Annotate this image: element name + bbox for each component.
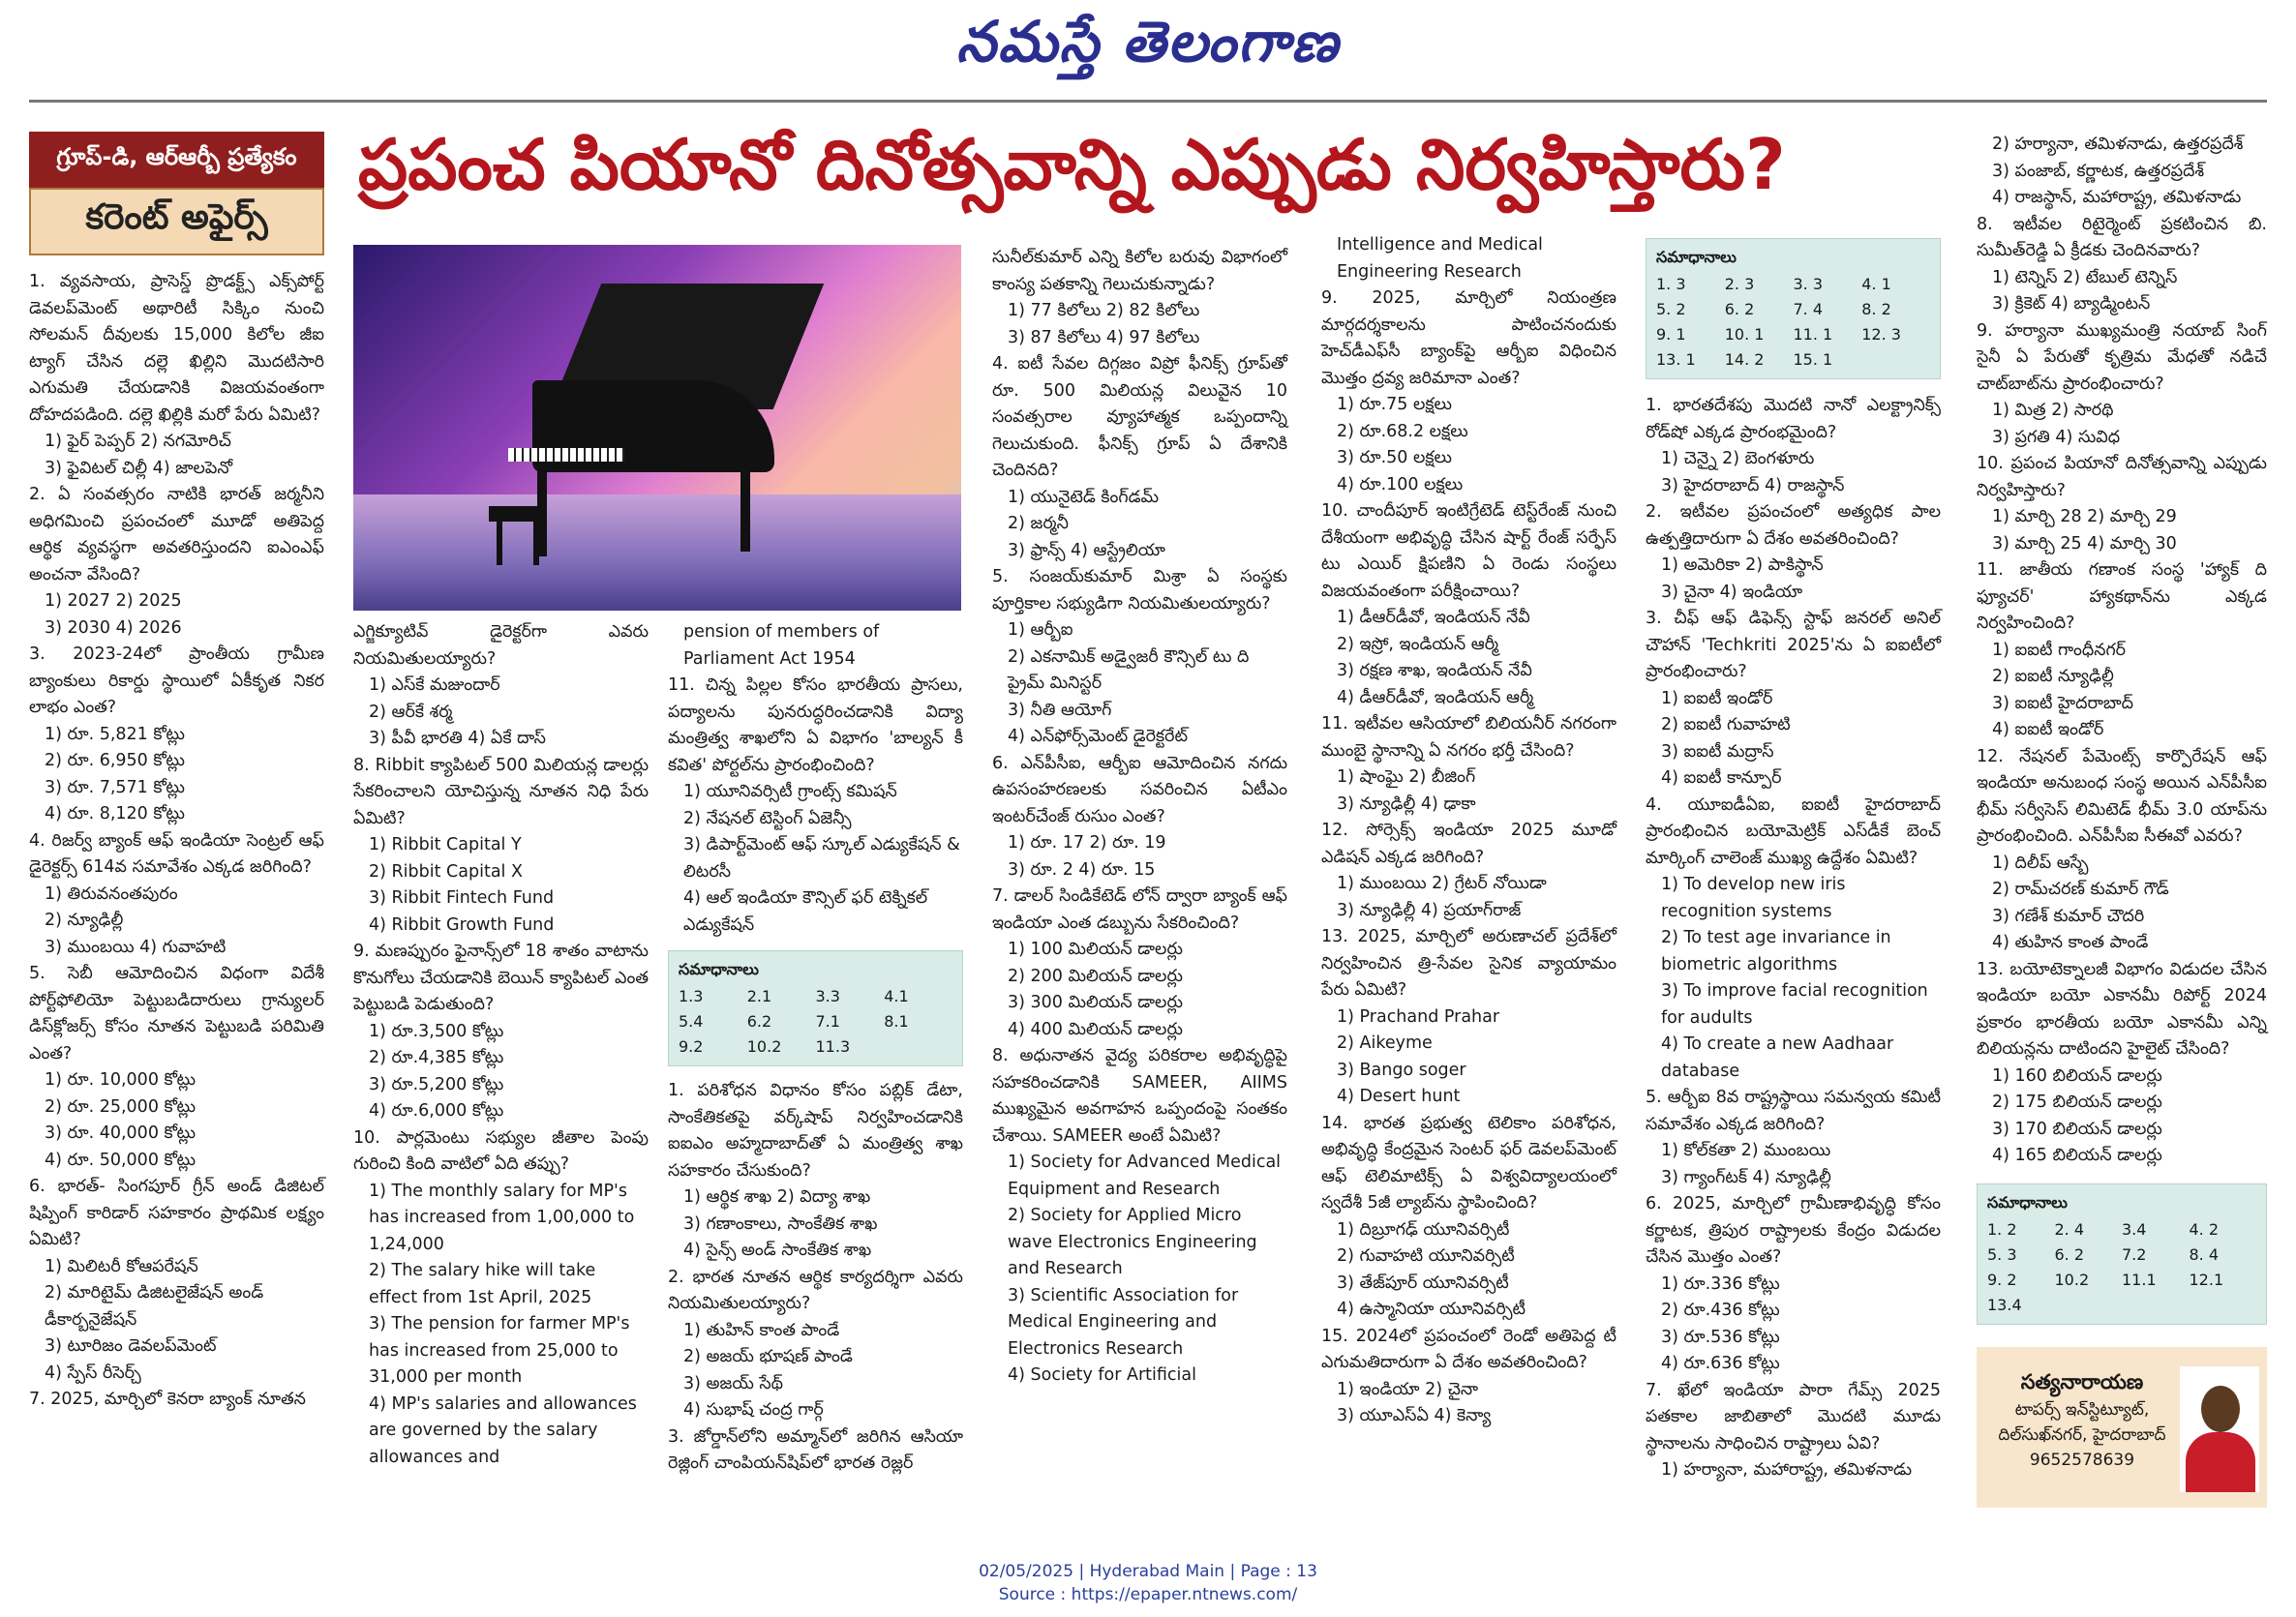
answer-cell: 3. 3 <box>1793 275 1824 293</box>
option: 1) హర్యానా, మహారాష్ట్ర, తమిళనాడు <box>1661 1460 1913 1480</box>
answer-row <box>1987 1268 2256 1293</box>
option: 3) రూ. 7,571 కోట్లు <box>45 777 185 797</box>
answer-key-title: సమాధానాలు <box>1656 248 1737 266</box>
question: 9. 2025, మార్చిలో నియంత్రణ మార్గదర్శకాలను పాటించనందుకు హెచ్‌డీఎఫ్‌సీ బ్యాంక్‌పై ఆర్బీఐ విధించిన మొత్తం ద్రవ్య జరిమానా ఎంత? <box>1321 288 1616 388</box>
option: 3) రక్షణ శాఖ, ఇండియన్ నేవీ <box>1337 661 1532 680</box>
option: 4) Desert hunt <box>1337 1087 1461 1106</box>
question: 2. భారత నూతన ఆర్థిక కార్యదర్శిగా ఎవరు నియమితులయ్యారు? <box>668 1267 963 1313</box>
option: 2) Aikeyme <box>1337 1033 1433 1053</box>
author-institute: టాపర్స్ ఇన్‌స్టిట్యూట్, <box>2014 1400 2150 1420</box>
option: 1) The monthly salary for MP's has increased from 1,00,000 to 1,24,000 <box>369 1181 635 1254</box>
answer-cell: 12. 3 <box>1861 325 1901 344</box>
answer-cell <box>2122 1293 2190 1318</box>
option: 2) రూ.436 కోట్లు <box>1661 1301 1780 1320</box>
answer-cell: 6. 2 <box>1724 300 1755 318</box>
answer-cell <box>2055 1293 2123 1318</box>
option: 1) ఫైర్ పెప్పర్ 2) నగమోరిచ్ <box>45 432 231 451</box>
question: 12. సోర్సెక్స్ ఇండియా 2025 మూడో ఎడిషన్ ఎక్కడ జరిగింది? <box>1321 821 1616 867</box>
option: 1) యునైటెడ్ కింగ్‌డమ్ <box>1008 487 1160 507</box>
option: 4) ఆల్ ఇండియా కౌన్సిల్ ఫర్ టెక్నికల్ ఎడ్యుకేషన్ <box>683 888 928 935</box>
option: 1) Society for Advanced Medical Equipment and Research <box>1008 1153 1282 1199</box>
option: 2) The salary hike will take effect from 1st April, 2025 <box>369 1261 596 1307</box>
answer-cell: 7. 4 <box>1793 300 1824 318</box>
option: 3) 87 కిలోలు 4) 97 కిలోలు <box>1008 327 1200 347</box>
option: 3) Ribbit Fintech Fund <box>369 888 555 908</box>
question: 10. ప్రపంచ పియానో దినోత్సవాన్ని ఎప్పుడు నిర్వహిస్తారు? <box>1977 454 2267 500</box>
answer-row <box>1656 272 1930 297</box>
option: 1) తుహిన్ కాంత పాండే <box>683 1320 840 1340</box>
option: 3) తేజ్‌పూర్ యూనివర్సిటీ <box>1337 1273 1509 1293</box>
column-4 <box>992 245 1287 1390</box>
column-3 <box>668 619 963 1478</box>
option: 2) గువాహటి యూనివర్సిటీ <box>1337 1246 1515 1266</box>
question: 1. పరిశోధన విధానం కోసం పబ్లిక్ డేటా, సాంకేతికతపై వర్క్‌షాప్ నిర్వహించడానికి ఐఐఎం అహ్మదాబాద్‌తో ఏ మంత్రిత్వ శాఖ సహకారం చేసుకుంది? <box>668 1081 963 1181</box>
option: 4) డీఆర్‌డీవో, ఇండియన్ ఆర్మీ <box>1337 687 1534 707</box>
answer-cell <box>1861 347 1930 373</box>
badge-top: గ్రూప్-డి, ఆర్ఆర్బీ ప్రత్యేకం <box>29 132 324 188</box>
option: 1) తిరువనంతపురం <box>45 883 178 904</box>
option: 2) 200 మిలియన్ డాలర్లు <box>1008 966 1183 986</box>
option: 1) రూ. 17 2) రూ. 19 <box>1008 833 1166 853</box>
question: 6. ఎన్‌పీసీఐ, ఆర్బీఐ ఆమోదించిన నగదు ఉపసంహరణలకు సవరించిన ఏటీఎం ఇంటర్‌చేంజ్ రుసుం ఎంత? <box>992 753 1287 826</box>
option: 4) ఐఐటీ ఇండోర్ <box>1992 720 2104 739</box>
option: 3) యూఎస్‌ఏ 4) కెన్యా <box>1337 1406 1492 1425</box>
option: 1) ఇండియా 2) చైనా <box>1337 1379 1479 1399</box>
question: ఎగ్జిక్యూటివ్ డైరెక్టర్‌గా ఎవరు నియమితులయ్యారు? <box>353 622 649 669</box>
answer-cell <box>884 1034 952 1060</box>
option: 3) చైనా 4) ఇండియా <box>1661 582 1803 602</box>
option: 3) అజయ్ సేథ్ <box>683 1373 784 1393</box>
option: 2) మారిటైమ్ డిజిటలైజేషన్ అండ్ డీకార్బనైజేషన్ <box>45 1283 264 1330</box>
option: 1) 2027 2) 2025 <box>45 591 182 611</box>
option: 4) రూ. 50,000 కోట్లు <box>45 1150 196 1170</box>
option: 2) జర్మనీ <box>1008 514 1069 533</box>
answer-cell: 8. 4 <box>2189 1244 2220 1264</box>
option: 1) రూ.3,500 కోట్లు <box>369 1021 504 1041</box>
answer-cell: 1.3 <box>679 987 704 1005</box>
option: 3) ఫైవిటల్ చిల్లీ 4) జాలపెనో <box>45 458 233 478</box>
option: 1) మిత్ర 2) సారథి <box>1992 401 2114 420</box>
question: 12. నేషనల్ పేమెంట్స్ కార్పొరేషన్ ఆఫ్ ఇండియా అనుబంధ సంస్థ అయిన ఎన్‌పీసీఐ భీమ్ సర్వీసెస్ లిమిటెడ్ భీమ్ 3.0 యాప్‌ను ప్రారంభించింది. ఎన్‌పీసీఐ సీఈవో ఎవరు? <box>1977 746 2267 846</box>
masthead-logo: నమస్తే తెలంగాణ <box>956 8 1340 75</box>
option: 3) 300 మిలియన్ డాలర్లు <box>1008 993 1183 1012</box>
option: 3) ఫ్రాన్స్ 4) ఆస్ట్రేలియా <box>1008 540 1165 560</box>
answer-cell: 5. 2 <box>1656 300 1686 318</box>
answer-cell: 14. 2 <box>1724 350 1765 369</box>
question: 11. ఇటీవల ఆసియాలో బిలియనీర్ నగరంగా ముంబై స్థానాన్ని ఏ నగరం భర్తీ చేసింది? <box>1321 714 1616 761</box>
option: 3) ఐఐటీ మద్రాస్ <box>1661 741 1774 762</box>
answer-cell: 6. 2 <box>2054 1244 2085 1264</box>
option: 3) పంజాబ్, కర్ణాటక, ఉత్తరప్రదేశ్ <box>1992 161 2205 181</box>
option: 4) రాజస్థాన్, మహారాష్ట్ర, తమిళనాడు <box>1992 188 2242 207</box>
question: 10. చాందీపూర్ ఇంటిగ్రేటెడ్ టెస్ట్‌రేంజ్ నుంచి దేశీయంగా అభివృద్ధి చేసిన షార్ట్ రేంజ్ సర్ఫేస్ టు ఎయిర్ క్షిపణిని ఏ రెండు సంస్థలు విజయవంతంగా పరీక్షించాయి? <box>1321 501 1616 601</box>
question: 1. వ్యవసాయ, ప్రాసెస్డ్ ప్రొడక్ట్స్ ఎక్స్‌పోర్ట్ డెవలప్‌మెంట్ అథారిటీ సిక్కిం నుంచి సోలమన్ దీవులకు 15,000 కిలోల జీఐ ట్యాగ్ చేసిన దల్లె ఖిల్లిని మొదటిసారి ఎగుమతి చేయడానికి విజయవంతంగా దోహదపడింది. దల్లె ఖిల్లికి మరో పేరు ఏమిటి? <box>29 272 324 425</box>
option: 3) To improve facial recognition for audults <box>1661 981 1928 1028</box>
answer-key-2 <box>1646 238 1941 379</box>
author-photo <box>2180 1366 2259 1492</box>
option: 3) Bango soger <box>1337 1060 1466 1080</box>
option: 3) పీవీ భారతి 4) ఏకే దాస్ <box>369 729 546 748</box>
question: 3. చీఫ్ ఆఫ్ డిఫెన్స్ స్టాఫ్ జనరల్ అనిల్ చౌహాన్ 'Techkriti 2025'ను ఏ ఐఐటీలో ప్రారంభించారు? <box>1646 609 1941 681</box>
answer-cell: 6.2 <box>746 1012 772 1031</box>
question: 9. హర్యానా ముఖ్యమంత్రి నయాబ్ సింగ్ సైనీ ఏ పేరుతో కృత్రిమ మేధతో నడిచే చాట్‌బాట్‌ను ప్రారంభించారు? <box>1977 320 2267 394</box>
option: 1) 77 కిలోలు 2) 82 కిలోలు <box>1008 301 1200 320</box>
question: 5. సంజయ్‌కుమార్ మిశ్రా ఏ సంస్థకు పూర్తికాల సభ్యుడిగా నియమితులయ్యారు? <box>992 567 1287 614</box>
answer-row <box>679 984 952 1009</box>
option: 1) ఐఐటీ గాంధీనగర్ <box>1992 640 2127 660</box>
answer-row <box>1656 347 1930 373</box>
answer-cell: 8. 2 <box>1861 300 1891 318</box>
question: సునీల్‌కుమార్ ఎన్ని కిలోల బరువు విభాగంలో కాంస్య పతకాన్ని గెలుచుకున్నాడు? <box>992 248 1287 294</box>
option: 1) ఆర్బీఐ <box>1008 620 1073 640</box>
option: 4) Society for Artificial <box>1008 1365 1196 1385</box>
answer-row <box>1987 1293 2256 1318</box>
author-location: దిల్‌సుఖ్‌నగర్, హైదరాబాద్ <box>1998 1425 2166 1445</box>
option: 1) యూనివర్సిటీ గ్రాంట్స్ కమిషన్ <box>683 782 897 801</box>
option: 1) రూ. 10,000 కోట్లు <box>45 1070 196 1090</box>
option: 2) ఐఐటీ న్యూఢిల్లీ <box>1992 667 2114 686</box>
option: pension of members of Parliament Act 1954 <box>683 622 880 669</box>
answer-row <box>679 1034 952 1060</box>
option: 3) ముంబయి 4) గువాహటి <box>45 937 227 957</box>
answer-row <box>1656 297 1930 322</box>
answer-cell: 10.2 <box>746 1037 782 1056</box>
option: 3) రూ. 2 4) రూ. 15 <box>1008 859 1156 880</box>
answer-cell: 2. 4 <box>2054 1219 2085 1239</box>
option: 1) ముంబయి 2) గ్రేటర్ నోయిడా <box>1337 874 1547 893</box>
option: 3) న్యూఢిల్లీ 4) ఢాకా <box>1337 794 1476 814</box>
column-1 <box>29 269 324 1414</box>
footer-date-page: 02/05/2025 | Hyderabad Main | Page : 13 <box>979 1562 1317 1581</box>
answer-row <box>1987 1243 2256 1268</box>
masthead <box>0 0 2296 97</box>
option: 4) ఐఐటీ కాన్పూర్ <box>1661 768 1782 788</box>
option: 3) గణాంకాలు, సాంకేతిక శాఖ <box>683 1213 878 1234</box>
badge-bottom: కరెంట్ అఫైర్స్ <box>29 188 324 255</box>
option: 2) అజయ్ భూషణ్ పాండే <box>683 1347 853 1366</box>
answer-cell: 3.4 <box>2122 1219 2147 1239</box>
question: 8. అధునాతన వైద్య పరికరాల అభివృద్ధిపై సహకరించడానికి SAMEER, AIIMS ముఖ్యమైన అవగాహన ఒప్పందంపై సంతకం చేశాయి. SAMEER అంటే ఏమిటి? <box>992 1046 1287 1146</box>
option: 1) రూ.75 లక్షలు <box>1337 395 1452 414</box>
option: 3) గ్యాంగ్‌టక్ 4) న్యూఢిల్లీ <box>1661 1167 1831 1187</box>
option: 3) 2030 4) 2026 <box>45 617 182 638</box>
option: 3) నీతి ఆయోగ్ <box>1008 700 1112 720</box>
answer-cell: 2. 3 <box>1724 275 1755 293</box>
answer-cell: 13.4 <box>1987 1295 2022 1314</box>
question: 4. ఐటీ సేవల దిగ్గజం విప్రో ఫీనిక్స్ గ్రూప్‌తో రూ. 500 మిలియన్ల విలువైన 10 సంవత్సరాల వ్యూహాత్మక ఒప్పందాన్ని గెలుచుకుంది. ఫీనిక్స్ గ్రూప్ ఏ దేశానికి చెందినది? <box>992 354 1287 480</box>
question: 6. 2025, మార్చిలో గ్రామీణాభివృద్ధి కోసం కర్ణాటక, త్రిపుర రాష్ట్రాలకు కేంద్రం విడుదల చేసిన మొత్తం ఎంత? <box>1646 1194 1941 1267</box>
option: 4) సుభాష్ చంద్ర గార్గ్ <box>683 1400 824 1420</box>
question: 6. భారత్- సింగపూర్ గ్రీన్ అండ్ డిజిటల్ షిప్పింగ్ కారిడార్ సహకారం ప్రాథమిక లక్ష్యం ఏమిటి? <box>29 1177 324 1249</box>
author-phone: 9652578639 <box>2029 1451 2135 1470</box>
question: 14. భారత ప్రభుత్వ టెలికాం పరిశోధన, అభివృద్ధి కేంద్రమైన సెంటర్ ఫర్ డెవలప్‌మెంట్ ఆఫ్ టెలిమాటిక్స్ ఏ విశ్వవిద్యాలయంలో స్వదేశీ 5జీ ల్యాబ్‌ను స్థాపించింది? <box>1321 1113 1616 1213</box>
answer-cell: 4. 2 <box>2189 1219 2220 1239</box>
option: 1) రూ.336 కోట్లు <box>1661 1273 1780 1294</box>
answer-row <box>1656 322 1930 347</box>
option: 1) కోల్‌కతా 2) ముంబయి <box>1661 1141 1831 1160</box>
option: 4) రూ.100 లక్షలు <box>1337 474 1464 494</box>
answer-row <box>1987 1217 2256 1243</box>
question: 3. జోర్డాన్‌లోని అమ్మాన్‌లో జరిగిన ఆసియా రెజ్లింగ్ చాంపియన్‌షిప్‌లో భారత రెజ్లర్ <box>668 1426 963 1473</box>
option: 1) షాంఘై 2) బీజింగ్ <box>1337 767 1476 787</box>
question: 9. మణప్పురం ఫైనాన్స్‌లో 18 శాతం వాటాను కొనుగోలు చేయడానికి బెయిన్ క్యాపిటల్ ఎంత పెట్టుబడి పెడుతుంది? <box>353 942 649 1014</box>
option: 4) రూ. 8,120 కోట్లు <box>45 804 185 823</box>
option: 1) మార్చి 28 2) మార్చి 29 <box>1992 507 2177 526</box>
question: 2. ఇటీవల ప్రపంచంలో అత్యధిక పాల ఉత్పత్తిదారుగా ఏ దేశం అవతరించింది? <box>1646 502 1941 549</box>
author-name: సత్యనారాయణ <box>2020 1370 2144 1393</box>
option: 1) 160 బిలియన్ డాలర్లు <box>1992 1065 2162 1086</box>
answer-cell: 9. 2 <box>1987 1270 2017 1289</box>
column-2 <box>353 619 649 1471</box>
answer-cell: 13. 1 <box>1656 350 1696 369</box>
answer-cell: 11.1 <box>2122 1270 2157 1289</box>
option: 1) టెన్నిస్ 2) టేబుల్ టెన్నిస్ <box>1992 267 2178 287</box>
option: 2) 175 బిలియన్ డాలర్లు <box>1992 1093 2162 1112</box>
question: 4. యూఐడీఏఐ, ఐఐటీ హైదరాబాద్ ప్రారంభించిన బయోమెట్రిక్ ఎస్‌డీకే బెంచ్ మార్కింగ్ చాలెంజ్ ముఖ్య ఉద్దేశం ఏమిటి? <box>1646 794 1941 868</box>
footer-source: Source : https://epaper.ntnews.com/ <box>998 1585 1298 1604</box>
question: 10. పార్లమెంటు సభ్యుల జీతాల పెంపు గురించి కింది వాటిలో ఏది తప్పు? <box>353 1127 649 1174</box>
option: 2) ఎకనామిక్ అడ్వైజరీ కౌన్సిల్ టు ది ప్రైమ్ మినిస్టర్ <box>1008 646 1250 693</box>
question: 11. చిన్న పిల్లల కోసం భారతీయ ప్రాసలు, పద్యాలను పునరుద్ధరించడానికి విద్యా మంత్రిత్వ శాఖలోని ఏ విభాగం 'బాల్యన్ కీ కవిత' పోర్టల్‌ను ప్రారంభించింది? <box>668 675 963 775</box>
option: 1) To develop new iris recognition systems <box>1661 875 1846 921</box>
option: 1) రూ. 5,821 కోట్లు <box>45 724 185 744</box>
answer-cell: 7.1 <box>815 1012 840 1031</box>
answer-cell: 15. 1 <box>1793 350 1833 369</box>
answer-cell: 7.2 <box>2122 1244 2147 1264</box>
question: 7. ఖేలో ఇండియా పారా గేమ్స్ 2025 పతకాల జాబితాలో మొదటి మూడు స్థానాలను సాధించిన రాష్ట్రాలు ఏవి? <box>1646 1380 1941 1453</box>
answer-cell: 2.1 <box>746 987 772 1005</box>
option: 4) ఎన్‌ఫోర్స్‌మెంట్ డైరెక్టరేట్ <box>1008 727 1189 746</box>
section-badge <box>29 132 324 259</box>
option: 4) Ribbit Growth Fund <box>369 914 555 935</box>
question: 5. సెబీ ఆమోదించిన విధంగా విదేశీ పోర్ట్‌ఫోలియో పెట్టుబడిదారులు గ్రాన్యులర్ డిస్‌క్లోజర్స్ కోసం నూతన పెట్టుబడి పరిమితి ఎంత? <box>29 964 324 1063</box>
option: 4) సైన్స్ అండ్ సాంకేతిక శాఖ <box>683 1241 872 1260</box>
option: 4) రూ.6,000 కోట్లు <box>369 1101 504 1121</box>
answer-cell: 9. 1 <box>1656 325 1686 344</box>
option: 3) హైదరాబాద్ 4) రాజస్థాన్ <box>1661 475 1845 495</box>
option: 4) రూ.636 కోట్లు <box>1661 1354 1780 1373</box>
option: 1) దిబ్రూగఢ్ యూనివర్సిటీ <box>1337 1219 1510 1240</box>
option: 4) తుహిన కాంత పాండే <box>1992 933 2149 952</box>
option: 2) ఆర్‌కే శర్మ <box>369 702 453 722</box>
option: 2) రూ. 6,950 కోట్లు <box>45 751 185 770</box>
question: 5. ఆర్బీఐ 8వ రాష్ట్రస్థాయి సమన్వయ కమిటీ సమావేశం ఎక్కడ జరిగింది? <box>1646 1088 1941 1134</box>
answer-cell: 10. 1 <box>1724 325 1765 344</box>
option: 3) మార్చి 25 4) మార్చి 30 <box>1992 533 2177 554</box>
answer-cell: 10.2 <box>2054 1270 2090 1289</box>
answer-cell: 9.2 <box>679 1037 704 1056</box>
column-6 <box>1646 238 1941 1484</box>
option: 1) డీఆర్‌డీవో, ఇండియన్ నేవీ <box>1337 608 1530 627</box>
option: 3) 170 బిలియన్ డాలర్లు <box>1992 1119 2162 1139</box>
answer-cell: 4.1 <box>884 987 909 1005</box>
question: 15. 2024లో ప్రపంచంలో రెండో అతిపెద్ద టీ ఎగుమతిదారుగా ఏ దేశం అవతరించింది? <box>1321 1326 1616 1372</box>
option: 4) ఉస్మానియా యూనివర్సిటీ <box>1337 1300 1526 1319</box>
column-7 <box>1977 132 2267 1325</box>
option: 3) గణేశ్ కుమార్ చౌదరి <box>1992 906 2145 926</box>
author-box <box>1977 1347 2267 1508</box>
option: 3) న్యూఢిల్లీ 4) ప్రయాగ్‌రాజ్ <box>1337 900 1522 920</box>
option: 2) ఐఐటీ గువాహటి <box>1661 715 1791 734</box>
question: 7. డాలర్ సిండికేటెడ్ లోన్ ద్వారా బ్యాంక్ ఆఫ్ ఇండియా ఎంత డబ్బును సేకరించింది? <box>992 886 1287 933</box>
option: 4) 400 మిలియన్ డాలర్లు <box>1008 1019 1183 1039</box>
column-5 <box>1321 232 1616 1430</box>
option: 1) అమెరికా 2) పాకిస్థాన్ <box>1661 555 1824 575</box>
option: 1) మిలిటరీ కోఆపరేషన్ <box>45 1256 198 1276</box>
option: Intelligence and Medical Engineering Research <box>1337 235 1543 282</box>
answer-row <box>679 1009 952 1034</box>
option: 1) ఐఐటీ ఇండోర్ <box>1661 688 1773 708</box>
answer-cell: 5.4 <box>679 1012 704 1031</box>
answer-cell: 3.3 <box>815 987 840 1005</box>
answer-cell: 1. 3 <box>1656 275 1686 293</box>
option: 4) స్పేస్ రీసెర్చ్ <box>45 1362 141 1383</box>
option: 3) రూ.5,200 కోట్లు <box>369 1074 504 1094</box>
question: 13. 2025, మార్చిలో అరుణాచల్ ప్రదేశ్‌లో నిర్వహించిన త్రి-సేవల సైనిక వ్యాయామం పేరు ఏమిటి? <box>1321 927 1616 1000</box>
question: 7. 2025, మార్చిలో కెనరా బ్యాంక్ నూతన <box>29 1390 306 1409</box>
question: 13. బయోటెక్నాలజీ విభాగం విడుదల చేసిన ఇండియా బయో ఎకానమీ రిపోర్ట్ 2024 ప్రకారం భారతీయ బయో ఎకానమీ ఎన్ని బిలియన్లను దాటిందని హైలైట్ చేసింది? <box>1977 959 2267 1059</box>
option: 2) న్యూఢిల్లీ <box>45 911 124 930</box>
answer-key-title: సమాధానాలు <box>1987 1192 2068 1212</box>
option: 1) దిలీప్ ఆస్బే <box>1992 853 2089 873</box>
option: 2) To test age invariance in biometric algorithms <box>1661 928 1891 974</box>
answer-key-3 <box>1977 1183 2267 1325</box>
answer-cell: 5. 3 <box>1987 1244 2017 1264</box>
question: 11. జాతీయ గణాంక సంస్థ 'హ్యాక్ ది ఫ్యూచర్' హ్యాకథాన్‌ను ఎక్కడ నిర్వహించింది? <box>1977 560 2267 633</box>
answer-cell: 11.3 <box>815 1037 851 1056</box>
option: 3) ఐఐటీ హైదరాబాద్ <box>1992 693 2133 713</box>
option: 2) రామ్‌చరణ్ కుమార్ గౌడ్ <box>1992 880 2169 899</box>
option: 3) రూ.536 కోట్లు <box>1661 1327 1780 1347</box>
answer-cell <box>2190 1293 2257 1318</box>
option: 2) Society for Applied Micro wave Electronics Engineering and Research <box>1008 1206 1257 1278</box>
question: 8. ఇటీవల రిటైర్మెంట్ ప్రకటించిన బి. సుమీత్‌రెడ్డి ఏ క్రీడకు చెందినవారు? <box>1977 214 2267 260</box>
option: 4) 165 బిలియన్ డాలర్లు <box>1992 1146 2162 1165</box>
question: 8. Ribbit క్యాపిటల్ 500 మిలియన్ల డాలర్లు సేకరించాలని యోచిస్తున్న నూతన నిధి పేరు ఏమిటి? <box>353 755 649 828</box>
piano-image <box>353 245 961 611</box>
option: 2) ఇస్రో, ఇండియన్ ఆర్మీ <box>1337 634 1498 654</box>
option: 2) Ribbit Capital X <box>369 861 523 882</box>
option: 3) క్రికెట్ 4) బ్యాడ్మింటన్ <box>1992 294 2151 314</box>
option: 1) 100 మిలియన్ డాలర్లు <box>1008 940 1183 959</box>
option: 1) ఎస్‌కే మజుందార్ <box>369 675 500 695</box>
answer-cell: 8.1 <box>884 1012 909 1031</box>
answer-cell: 1. 2 <box>1987 1219 2017 1239</box>
question: 1. భారతదేశపు మొదటి నానో ఎలక్ట్రానిక్స్ రోడ్‌షో ఎక్కడ ప్రారంభమైంది? <box>1646 396 1941 442</box>
option: 2) రూ.4,385 కోట్లు <box>369 1048 504 1067</box>
answer-cell: 12.1 <box>2189 1270 2224 1289</box>
footer <box>0 1560 2296 1606</box>
answer-key-title: సమాధానాలు <box>679 960 759 978</box>
option: 1) Ribbit Capital Y <box>369 835 522 854</box>
option: 1) Prachand Prahar <box>1337 1006 1500 1027</box>
headline: ప్రపంచ పియానో దినోత్సవాన్ని ఎప్పుడు నిర్వహిస్తారు? <box>358 124 1786 205</box>
option: 3) డిపార్ట్‌మెంట్ ఆఫ్ స్కూల్ ఎడ్యుకేషన్ & లిటరసీ <box>683 835 960 882</box>
option: 2) రూ. 25,000 కోట్లు <box>45 1096 196 1117</box>
option: 4) MP's salaries and allowances are governed by the salary allowances and <box>369 1393 637 1467</box>
option: 3) రూ. 40,000 కోట్లు <box>45 1123 196 1143</box>
option: 3) ప్రగతి 4) సువిధ <box>1992 427 2121 447</box>
option: 2) రూ.68.2 లక్షలు <box>1337 421 1468 441</box>
option: 3) రూ.50 లక్షలు <box>1337 448 1452 467</box>
masthead-divider <box>29 100 2267 103</box>
question: 2. ఏ సంవత్సరం నాటికి భారత్ జర్మనీని అధిగమించి ప్రపంచంలో మూడో అతిపెద్ద ఆర్థిక వ్యవస్థగా అవతరిస్తుందని ఐఎంఎఫ్ అంచనా వేసింది? <box>29 485 324 584</box>
answer-cell: 4. 1 <box>1861 275 1891 293</box>
option: 3) The pension for farmer MP's has increased from 25,000 to 31,000 per month <box>369 1314 630 1387</box>
question: 4. రిజర్వ్ బ్యాంక్ ఆఫ్ ఇండియా సెంట్రల్ ఆఫ్ డైరెక్టర్స్ 614వ సమావేశం ఎక్కడ జరిగింది? <box>29 830 324 877</box>
option: 1) చెన్నై 2) బెంగళూరు <box>1661 449 1815 468</box>
option: 2) హర్యానా, తమిళనాడు, ఉత్తరప్రదేశ్ <box>1992 135 2244 154</box>
answer-key-1 <box>668 950 963 1066</box>
answer-cell: 11. 1 <box>1793 325 1833 344</box>
question: 3. 2023-24లో ప్రాంతీయ గ్రామీణ బ్యాంకులు రికార్డు స్థాయిలో ఏకీకృత నికర లాభం ఎంత? <box>29 644 324 717</box>
option: 3) Scientific Association for Medical Engineering and Electronics Research <box>1008 1285 1239 1359</box>
option: 2) నేషనల్ టెస్టింగ్ ఏజెన్సీ <box>683 808 852 828</box>
option: 3) టూరిజం డెవలప్‌మెంట్ <box>45 1336 217 1356</box>
option: 1) ఆర్థిక శాఖ 2) విద్యా శాఖ <box>683 1187 871 1207</box>
option: 4) To create a new Aadhaar database <box>1661 1034 1894 1081</box>
